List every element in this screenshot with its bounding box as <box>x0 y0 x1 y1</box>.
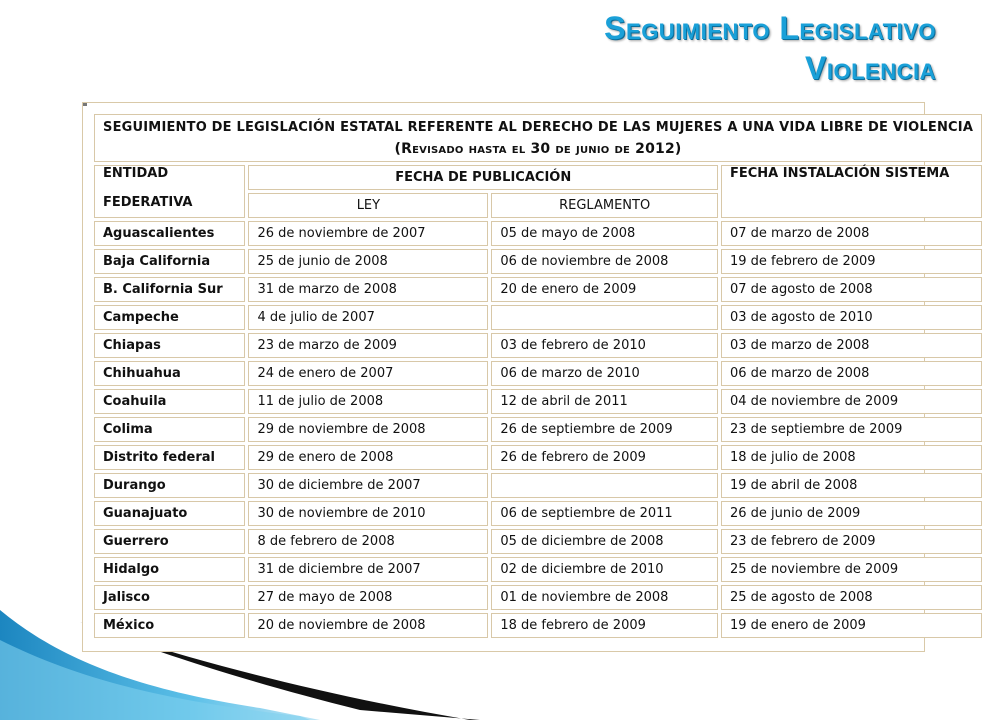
cell-entidad: Jalisco <box>94 585 245 610</box>
cell-ley: 20 de noviembre de 2008 <box>248 613 488 638</box>
cell-entidad: Hidalgo <box>94 557 245 582</box>
table-row <box>94 613 982 638</box>
slide-title-line1: Seguimiento Legislativo <box>604 10 936 46</box>
cell-reglamento: 06 de septiembre de 2011 <box>491 501 718 526</box>
slide-title <box>604 8 936 88</box>
cell-reglamento: 18 de febrero de 2009 <box>491 613 718 638</box>
cell-sistema: 04 de noviembre de 2009 <box>721 389 982 414</box>
cell-reglamento: 02 de diciembre de 2010 <box>491 557 718 582</box>
cell-entidad: Distrito federal <box>94 445 245 470</box>
cell-ley: 27 de mayo de 2008 <box>248 585 488 610</box>
cell-entidad: Aguascalientes <box>94 221 245 246</box>
table-row <box>94 417 982 442</box>
table-title-cell <box>94 114 982 162</box>
cell-sistema: 07 de marzo de 2008 <box>721 221 982 246</box>
cell-entidad: Colima <box>94 417 245 442</box>
table-row <box>94 333 982 358</box>
cell-sistema: 25 de noviembre de 2009 <box>721 557 982 582</box>
cell-ley: 23 de marzo de 2009 <box>248 333 488 358</box>
cell-sistema: 18 de julio de 2008 <box>721 445 982 470</box>
cell-sistema: 03 de marzo de 2008 <box>721 333 982 358</box>
cell-reglamento: 01 de noviembre de 2008 <box>491 585 718 610</box>
cell-sistema: 25 de agosto de 2008 <box>721 585 982 610</box>
table-row <box>94 305 982 330</box>
cell-reglamento: 06 de noviembre de 2008 <box>491 249 718 274</box>
cell-sistema: 06 de marzo de 2008 <box>721 361 982 386</box>
cell-entidad: Campeche <box>94 305 245 330</box>
table-row <box>94 221 982 246</box>
table-subtitle: (Revisado hasta el 30 de junio de 2012) <box>394 140 682 157</box>
cell-sistema: 03 de agosto de 2010 <box>721 305 982 330</box>
cell-sistema: 19 de abril de 2008 <box>721 473 982 498</box>
cell-ley: 24 de enero de 2007 <box>248 361 488 386</box>
cell-reglamento: 03 de febrero de 2010 <box>491 333 718 358</box>
cell-sistema: 07 de agosto de 2008 <box>721 277 982 302</box>
cell-sistema: 23 de septiembre de 2009 <box>721 417 982 442</box>
table-row <box>94 557 982 582</box>
table-row <box>94 277 982 302</box>
cell-reglamento: 06 de marzo de 2010 <box>491 361 718 386</box>
header-reglamento: REGLAMENTO <box>491 193 718 218</box>
cell-entidad: Guanajuato <box>94 501 245 526</box>
header-entidad-line2: FEDERATIVA <box>103 195 193 210</box>
header-sistema: FECHA INSTALACIÓN SISTEMA <box>721 165 982 218</box>
cell-ley: 8 de febrero de 2008 <box>248 529 488 554</box>
cell-reglamento <box>491 305 718 330</box>
cell-ley: 11 de julio de 2008 <box>248 389 488 414</box>
cell-reglamento: 20 de enero de 2009 <box>491 277 718 302</box>
table-row <box>94 445 982 470</box>
header-publicacion: FECHA DE PUBLICACIÓN <box>248 165 718 190</box>
cell-reglamento: 05 de diciembre de 2008 <box>491 529 718 554</box>
frame-tick <box>83 103 87 106</box>
cell-sistema: 26 de junio de 2009 <box>721 501 982 526</box>
legislation-table <box>91 111 985 641</box>
cell-entidad: Guerrero <box>94 529 245 554</box>
table-row <box>94 361 982 386</box>
table-header-row <box>94 165 982 190</box>
table-row <box>94 501 982 526</box>
cell-ley: 29 de enero de 2008 <box>248 445 488 470</box>
cell-reglamento: 26 de febrero de 2009 <box>491 445 718 470</box>
table-row <box>94 389 982 414</box>
cell-sistema: 19 de enero de 2009 <box>721 613 982 638</box>
cell-entidad: Baja California <box>94 249 245 274</box>
header-entidad-line1: ENTIDAD <box>103 166 169 181</box>
cell-sistema: 23 de febrero de 2009 <box>721 529 982 554</box>
table-row <box>94 249 982 274</box>
cell-reglamento: 26 de septiembre de 2009 <box>491 417 718 442</box>
cell-entidad: B. California Sur <box>94 277 245 302</box>
cell-reglamento: 12 de abril de 2011 <box>491 389 718 414</box>
cell-ley: 4 de julio de 2007 <box>248 305 488 330</box>
cell-entidad: Chiapas <box>94 333 245 358</box>
cell-ley: 25 de junio de 2008 <box>248 249 488 274</box>
cell-entidad: Chihuahua <box>94 361 245 386</box>
cell-entidad: Durango <box>94 473 245 498</box>
slide-title-line2: Violencia <box>805 50 936 86</box>
cell-entidad: Coahuila <box>94 389 245 414</box>
cell-reglamento: 05 de mayo de 2008 <box>491 221 718 246</box>
table-title-row <box>94 114 982 162</box>
table-title: SEGUIMIENTO DE LEGISLACIÓN ESTATAL REFERENTE AL DERECHO DE LAS MUJERES A UNA VIDA LIBRE DE VIOLENCIA <box>103 119 974 135</box>
cell-ley: 30 de noviembre de 2010 <box>248 501 488 526</box>
table-row <box>94 585 982 610</box>
cell-sistema: 19 de febrero de 2009 <box>721 249 982 274</box>
cell-ley: 30 de diciembre de 2007 <box>248 473 488 498</box>
header-ley: LEY <box>248 193 488 218</box>
table-row <box>94 473 982 498</box>
cell-ley: 31 de marzo de 2008 <box>248 277 488 302</box>
cell-ley: 31 de diciembre de 2007 <box>248 557 488 582</box>
cell-ley: 29 de noviembre de 2008 <box>248 417 488 442</box>
header-entidad <box>94 165 245 218</box>
cell-reglamento <box>491 473 718 498</box>
legislation-table-image <box>82 102 974 652</box>
cell-ley: 26 de noviembre de 2007 <box>248 221 488 246</box>
table-row <box>94 529 982 554</box>
cell-entidad: México <box>94 613 245 638</box>
